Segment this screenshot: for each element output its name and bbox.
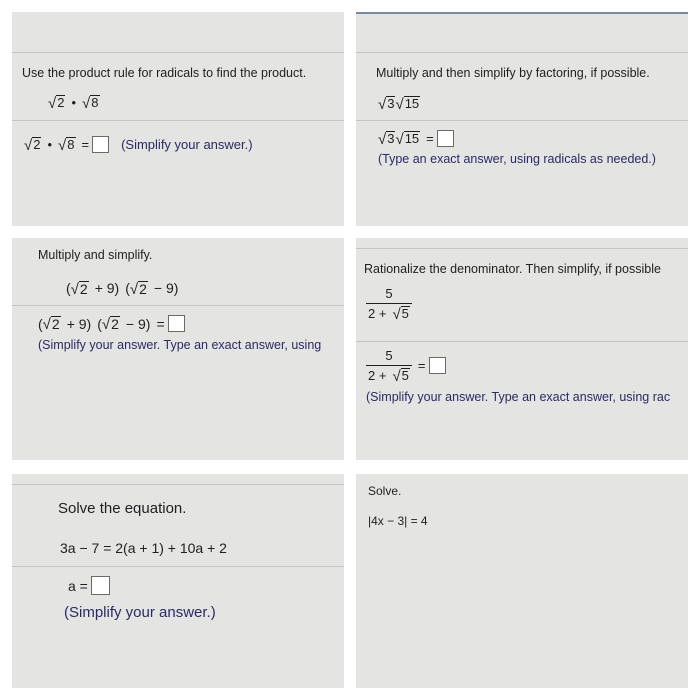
radical: √ 8: [58, 137, 75, 154]
hint-text: (Simplify your answer. Type an exact answer, using rac: [366, 390, 671, 404]
divider: [12, 484, 344, 485]
fraction: 5 2 + √ 5: [366, 286, 412, 321]
instruction-text: Solve the equation.: [58, 500, 187, 517]
radical: √ 15: [395, 96, 420, 113]
problem-panel-rationalize: [356, 238, 688, 460]
instruction-text: Solve.: [368, 484, 402, 498]
hint-text: (Simplify your answer.): [64, 604, 216, 621]
radical: √ 8: [82, 95, 99, 112]
problem-panel-multiply-simplify: [356, 12, 688, 226]
fraction: 5 2 + √ 5: [366, 348, 412, 383]
radical: √ 2: [24, 137, 41, 154]
problem-expression: [378, 96, 420, 111]
divider: [356, 52, 688, 53]
answer-line: √ 3 √ 15 =: [378, 130, 454, 147]
radical: √ 2: [101, 316, 119, 333]
radical: √ 3: [378, 96, 395, 113]
answer-line: 5 2 + √ 5 =: [366, 348, 446, 383]
divider: [12, 52, 344, 53]
answer-line: a =: [68, 576, 110, 595]
problem-panel-multiply-binomials: [12, 238, 344, 460]
answer-input-box[interactable]: [168, 315, 185, 332]
radical: √ 2: [42, 316, 60, 333]
instruction-text: Multiply and simplify.: [38, 248, 153, 262]
answer-line: √ 2 • √ 8 = (Simplify your answer.): [24, 137, 253, 154]
radical: √ 2: [129, 280, 147, 298]
answer-input-box[interactable]: [437, 130, 454, 147]
hint-text: (Simplify your answer. Type an exact answer, using: [38, 338, 322, 352]
hint-text: (Simplify your answer.): [121, 137, 253, 152]
radical: √ 5: [392, 368, 409, 385]
instruction-text: Rationalize the denominator. Then simplify, if possible: [364, 262, 661, 276]
answer-input-box[interactable]: [91, 576, 110, 595]
radical: √ 2: [70, 280, 88, 298]
radical: √ 3: [378, 131, 395, 148]
radical: √ 2: [48, 95, 65, 112]
instruction-text: Multiply and then simplify by factoring, if possible.: [376, 66, 650, 80]
divider: [356, 120, 688, 121]
divider: [356, 12, 688, 14]
divider: [356, 341, 688, 342]
equation-text: |4x − 3| = 4: [368, 514, 428, 528]
divider: [12, 305, 344, 306]
radical: √ 5: [392, 306, 409, 323]
problem-panel-product-rule: [12, 12, 344, 226]
radical: √ 15: [395, 131, 420, 148]
divider: [12, 120, 344, 121]
divider: [356, 248, 688, 249]
problem-expression: √ 2 • √ 8: [48, 95, 99, 112]
answer-input-box[interactable]: [92, 136, 109, 153]
hint-text: (Type an exact answer, using radicals as needed.): [378, 152, 656, 166]
equation-text: 3a − 7 = 2(a + 1) + 10a + 2: [60, 540, 227, 556]
problem-panel-solve-absolute: [356, 474, 688, 688]
problem-expression: ( √ 2 + 9) ( √ 2 − 9): [66, 280, 179, 298]
divider: [12, 566, 344, 567]
answer-input-box[interactable]: [429, 357, 446, 374]
problem-expression: [366, 286, 412, 321]
answer-line: ( √ 2 + 9) ( √ 2 − 9) =: [38, 315, 185, 332]
problem-panel-solve-equation: [12, 474, 344, 688]
instruction-text: Use the product rule for radicals to find the product.: [22, 66, 307, 80]
